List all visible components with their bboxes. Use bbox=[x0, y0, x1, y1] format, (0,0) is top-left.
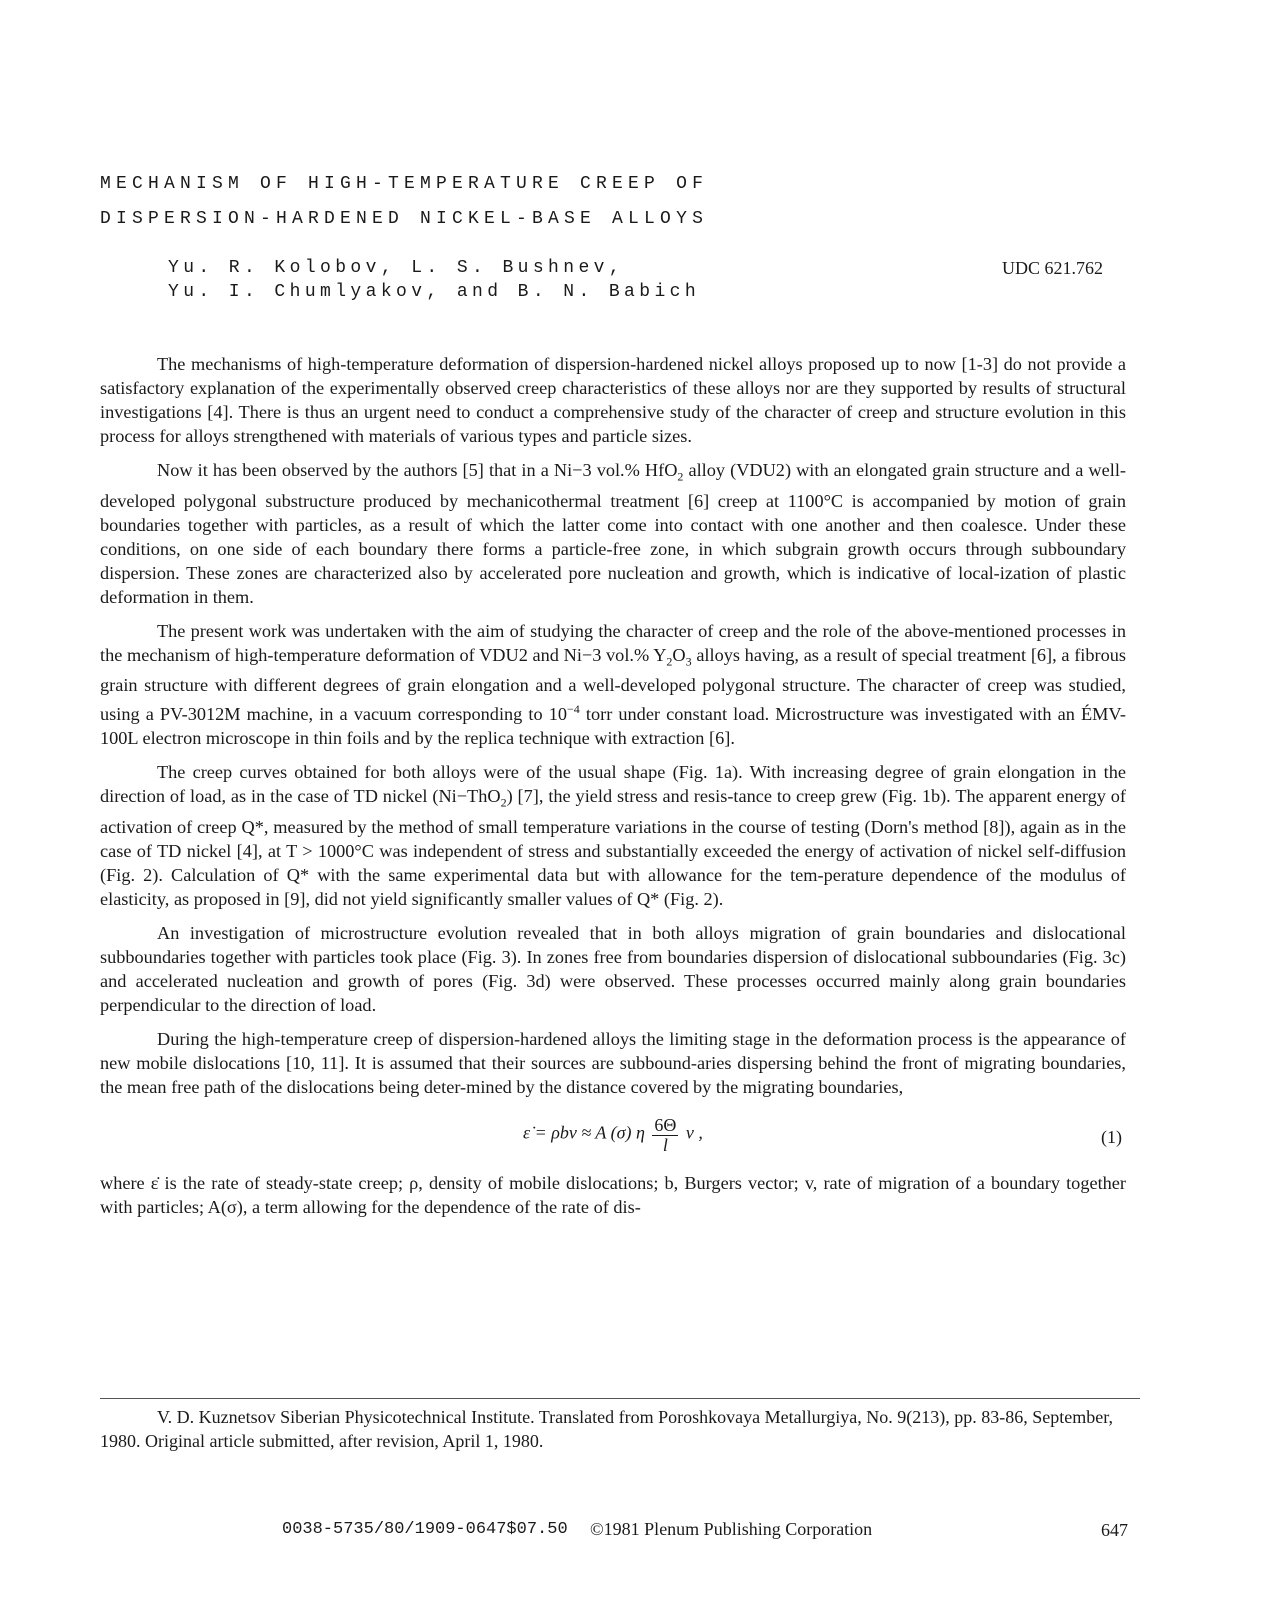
paragraph-3-superscript: −4 bbox=[567, 702, 580, 717]
equation-fraction-denominator: l bbox=[662, 1135, 668, 1156]
paragraph-4-text-a: The creep curves obtained for both alloys were of the usual shape (Fig. 1a). With increasing degree of grain elongation in the direction of load, as in the case of TD nickel (Ni−ThO bbox=[100, 762, 1126, 807]
paragraph-3 bbox=[100, 619, 1126, 751]
authors-line-2: Yu. I. Chumlyakov, and B. N. Babich bbox=[168, 282, 701, 302]
article-title-line-1: MECHANISM OF HIGH-TEMPERATURE CREEP OF bbox=[100, 174, 709, 194]
article-body bbox=[100, 352, 1126, 1229]
paragraph-3-text-d: torr under constant load. Microstructure was investigated with an ÉMV-100L electron microscope in thin foils and by the replica technique with extraction [6]. bbox=[100, 704, 1126, 749]
paragraph-6: During the high-temperature creep of dispersion-hardened alloys the limiting stage in the deformation process is the appearance of new mobile dislocations [10, 11]. It is assumed that their sources are subbound-aries dispersing behind the front of migrating boundaries, the mean free path of the dislocations being deter-mined by the distance covered by the migrating boundaries, bbox=[100, 1029, 1126, 1098]
issn-code: 0038-5735/80/1909-0647$07.50 bbox=[282, 1520, 568, 1539]
paragraph-2 bbox=[100, 458, 1126, 609]
equation-1 bbox=[100, 1109, 1126, 1165]
paragraph-1: The mechanisms of high-temperature deformation of dispersion-hardened nickel alloys proposed up to now [1-3] do not provide a satisfactory explanation of the experimentally observed creep characteristics of these alloys nor are they supported by results of structural investigations [4]. There is thus an urgent need to conduct a comprehensive study of the character of creep and structure evolution in this process for alloys strengthened with materials of various types and particle sizes. bbox=[100, 354, 1126, 446]
equation-rhs: v , bbox=[685, 1122, 703, 1143]
authors-line-1: Yu. R. Kolobov, L. S. Bushnev, bbox=[168, 258, 625, 278]
paragraph-4-subscript: 2 bbox=[500, 796, 507, 811]
equation-expression bbox=[523, 1115, 703, 1154]
paragraph-2-subscript: 2 bbox=[677, 469, 684, 484]
paragraph-3-subscript-2: 3 bbox=[685, 654, 692, 669]
paragraph-3-text-c: alloys having, as a result of special treatment [6], a fibrous grain structure with different degrees of grain elongation and a well-developed polygonal structure. The character of creep was studied, using a PV-3012M machine, in a vacuum corresponding to 10 bbox=[100, 644, 1126, 725]
footnote bbox=[100, 1405, 1130, 1453]
udc-code: UDC 621.762 bbox=[1002, 258, 1104, 278]
paragraph-7: where ε̇ is the rate of steady-state creep; ρ, density of mobile dislocations; b, Burgers vector; v, rate of migration of a boundary together with particles; A(σ), a term allowing for the dependence of the rate of dis- bbox=[100, 1173, 1126, 1218]
paragraph-3-text-b: O bbox=[672, 644, 686, 665]
paragraph-2-text-a: Now it has been observed by the authors [5] that in a Ni−3 vol.% HfO bbox=[157, 460, 678, 480]
footnote-text: V. D. Kuznetsov Siberian Physicotechnical Institute. Translated from Poroshkovaya Metallurgiya, No. 9(213), pp. 83-86, September, 1980. Original article submitted, after revision, April 1, 1980. bbox=[100, 1407, 1113, 1451]
paragraph-5: An investigation of microstructure evolution revealed that in both alloys migration of grain boundaries and dislocational subboundaries together with particles took place (Fig. 3). In zones free from boundaries dispersion of dislocational subboundaries (Fig. 3c) and accelerated nucleation and growth of pores (Fig. 3d) were observed. These processes occurred mainly along grain boundaries perpendicular to the direction of load. bbox=[100, 923, 1126, 1016]
paragraph-4-text-b: ) [7], the yield stress and resis-tance to creep grew (Fig. 1b). The apparent energy of activation of creep Q*, measured by the method of small temperature variations in the course of testing (Dorn's method [8]), again as in the case of TD nickel [4], at T > 1000°C was independent of stress and substantially exceeded the energy of activation of nickel self-diffusion (Fig. 2). Calculation of Q* with the same experimental data but with allowance for the tem-perature dependence of the modulus of elasticity, as proposed in [9], did not yield significantly smaller values of Q* (Fig. 2). bbox=[100, 786, 1126, 910]
paragraph-4 bbox=[100, 760, 1126, 911]
equation-fraction bbox=[652, 1115, 678, 1154]
paragraph-3-text-a: The present work was undertaken with the aim of studying the character of creep and the role of the above-mentioned processes in the mechanism of high-temperature deformation of VDU2 and Ni−3 vol.% Y bbox=[100, 620, 1126, 665]
equation-fraction-numerator: 6Θ bbox=[654, 1115, 677, 1136]
equation-number: (1) bbox=[1101, 1127, 1122, 1148]
footnote-divider bbox=[100, 1398, 1140, 1399]
article-title-line-2: DISPERSION-HARDENED NICKEL-BASE ALLOYS bbox=[100, 209, 709, 229]
paragraph-2-text-b: alloy (VDU2) with an elongated grain structure and a well-developed polygonal substructure produced by mechanicothermal treatment [6] creep at 1100°C is accompanied by motion of grain boundaries together with particles, as a result of which the latter come into contact with one another and then coalesce. Under these conditions, on one side of each boundary there forms a particle-free zone, in which subgrain growth occurs through subboundary dispersion. These zones are characterized also by accelerated pore nucleation and growth, which is indicative of local-ization of plastic deformation in them. bbox=[100, 460, 1126, 607]
equation-lhs: ε̇ = ρbv ≈ A (σ) η bbox=[523, 1122, 645, 1143]
copyright-notice: ©1981 Plenum Publishing Corporation bbox=[590, 1519, 873, 1539]
page-number: 647 bbox=[1101, 1520, 1128, 1540]
paragraph-3-subscript-1: 2 bbox=[666, 654, 673, 669]
